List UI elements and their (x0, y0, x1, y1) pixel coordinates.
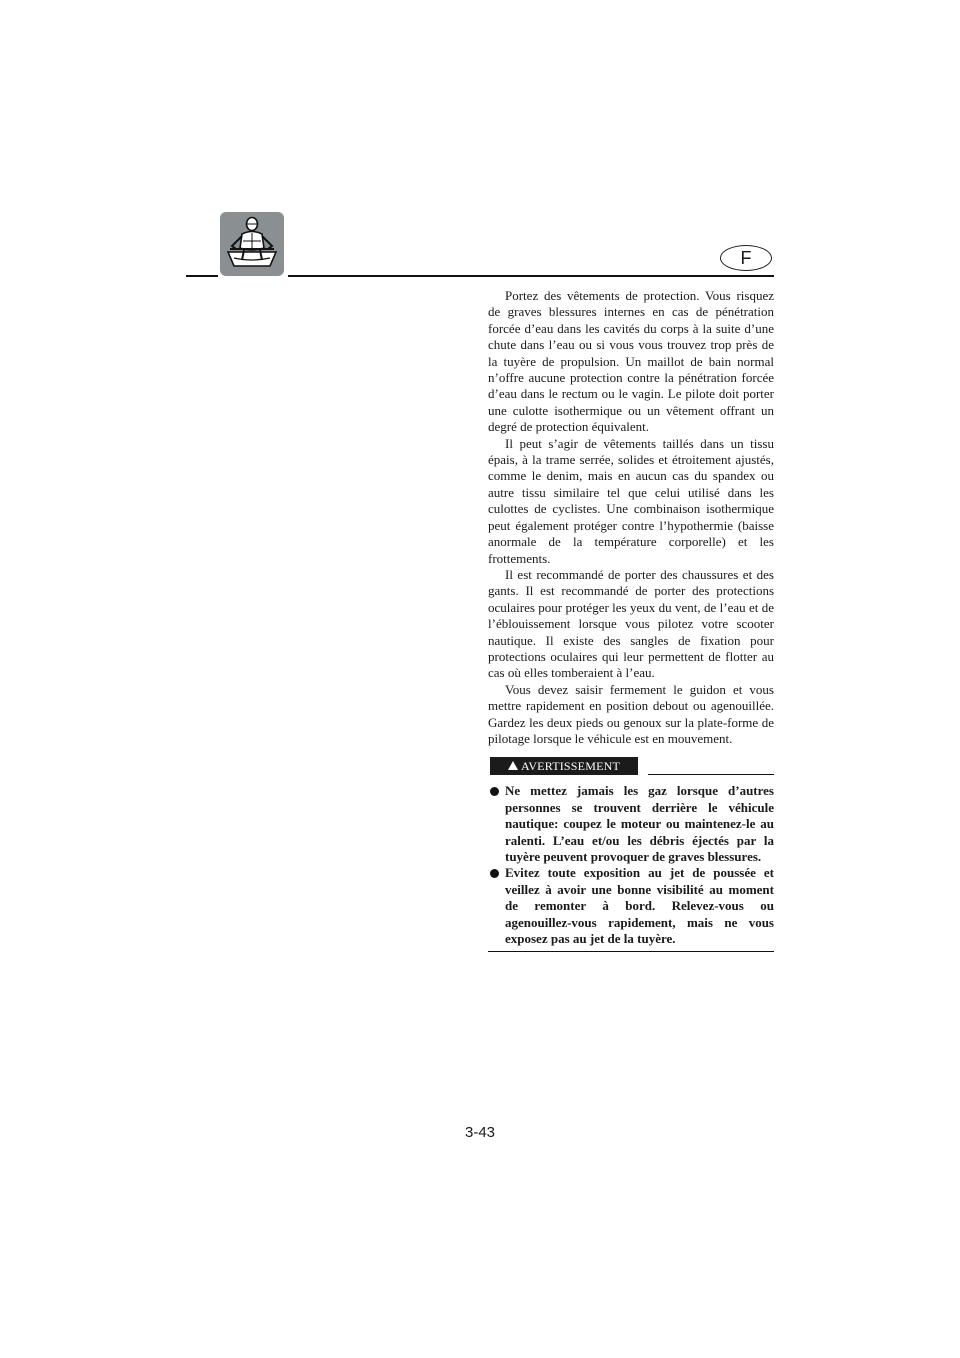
warning-header (488, 757, 774, 775)
warning-label-text: AVERTISSEMENT (521, 759, 620, 774)
paragraph-protective-clothing: Portez des vêtements de protection. Vous risquez de graves blessures internes en cas de pénétration forcée d’eau dans les cavités du corps à la suite d’une chute dans l’eau ou si vous vous trouvez trop près de la tuyère de propulsion. Un maillot de bain normal n’offre aucune protection contre la pénétration forcée d’eau dans le rectum ou le vagin. Le pilote doit porter une culotte isothermique ou un vêtement offrant un degré de protection équivalent. (488, 288, 774, 435)
bullet-icon (490, 869, 499, 878)
warning-item-text: Evitez toute exposition au jet de poussée et veillez à avoir une bonne visibilité au moment de remonter à bord. Relevez-vous ou agenouillez-vous rapidement, mais ne vous exposez pas au jet de la tuyère. (505, 865, 774, 947)
paragraph-fabric: Il peut s’agir de vêtements taillés dans un tissu épais, à la trame serrée, solides et étroitement ajustés, comme le denim, mais en aucun cas du spandex ou autre tissu similaire tel que celui utilisé dans les culottes de cyclistes. Une combinaison isothermique peut également protéger contre l’hypothermie (baisse anormale de la température corporelle) et les frottements. (488, 435, 774, 566)
language-badge: F (720, 245, 772, 271)
warning-label (490, 757, 638, 775)
paragraph-handlebar: Vous devez saisir fermement le guidon et vous mettre rapidement en position debout ou agenouillée. Gardez les deux pieds ou genoux sur la plate-forme de pilotage lorsque le véhicule est en mouvement. (488, 681, 774, 746)
warning-bottom-rule (488, 951, 774, 952)
warning-rule (648, 774, 774, 775)
warning-item (488, 783, 774, 865)
paragraph-shoes-gloves: Il est recommandé de porter des chaussures et des gants. Il est recommandé de porter des protections oculaires pour protéger les yeux du vent, de l’eau et de l’éblouissement lorsque vous pilotez votre scooter nautique. Il existe des sangles de fixation pour protections oculaires qui leur permettent de flotter au cas où elles tomberaient à l’eau. (488, 566, 774, 681)
rider-on-watercraft-icon (220, 212, 284, 276)
warning-list (488, 783, 774, 947)
header-rule-left (186, 275, 218, 277)
warning-item-text: Ne mettez jamais les gaz lorsque d’autres personnes se trouvent derrière le véhicule nautique: coupez le moteur ou maintenez-le au ralenti. L’eau et/ou les débris éjectés par la tuyère peuvent provoquer de graves blessures. (505, 783, 774, 864)
bullet-icon (490, 787, 499, 796)
page-number: 3-43 (464, 1124, 496, 1141)
warning-item (488, 865, 774, 947)
warning-triangle-icon (508, 761, 518, 770)
main-text-column (488, 288, 774, 952)
header-rule-right (288, 275, 774, 277)
